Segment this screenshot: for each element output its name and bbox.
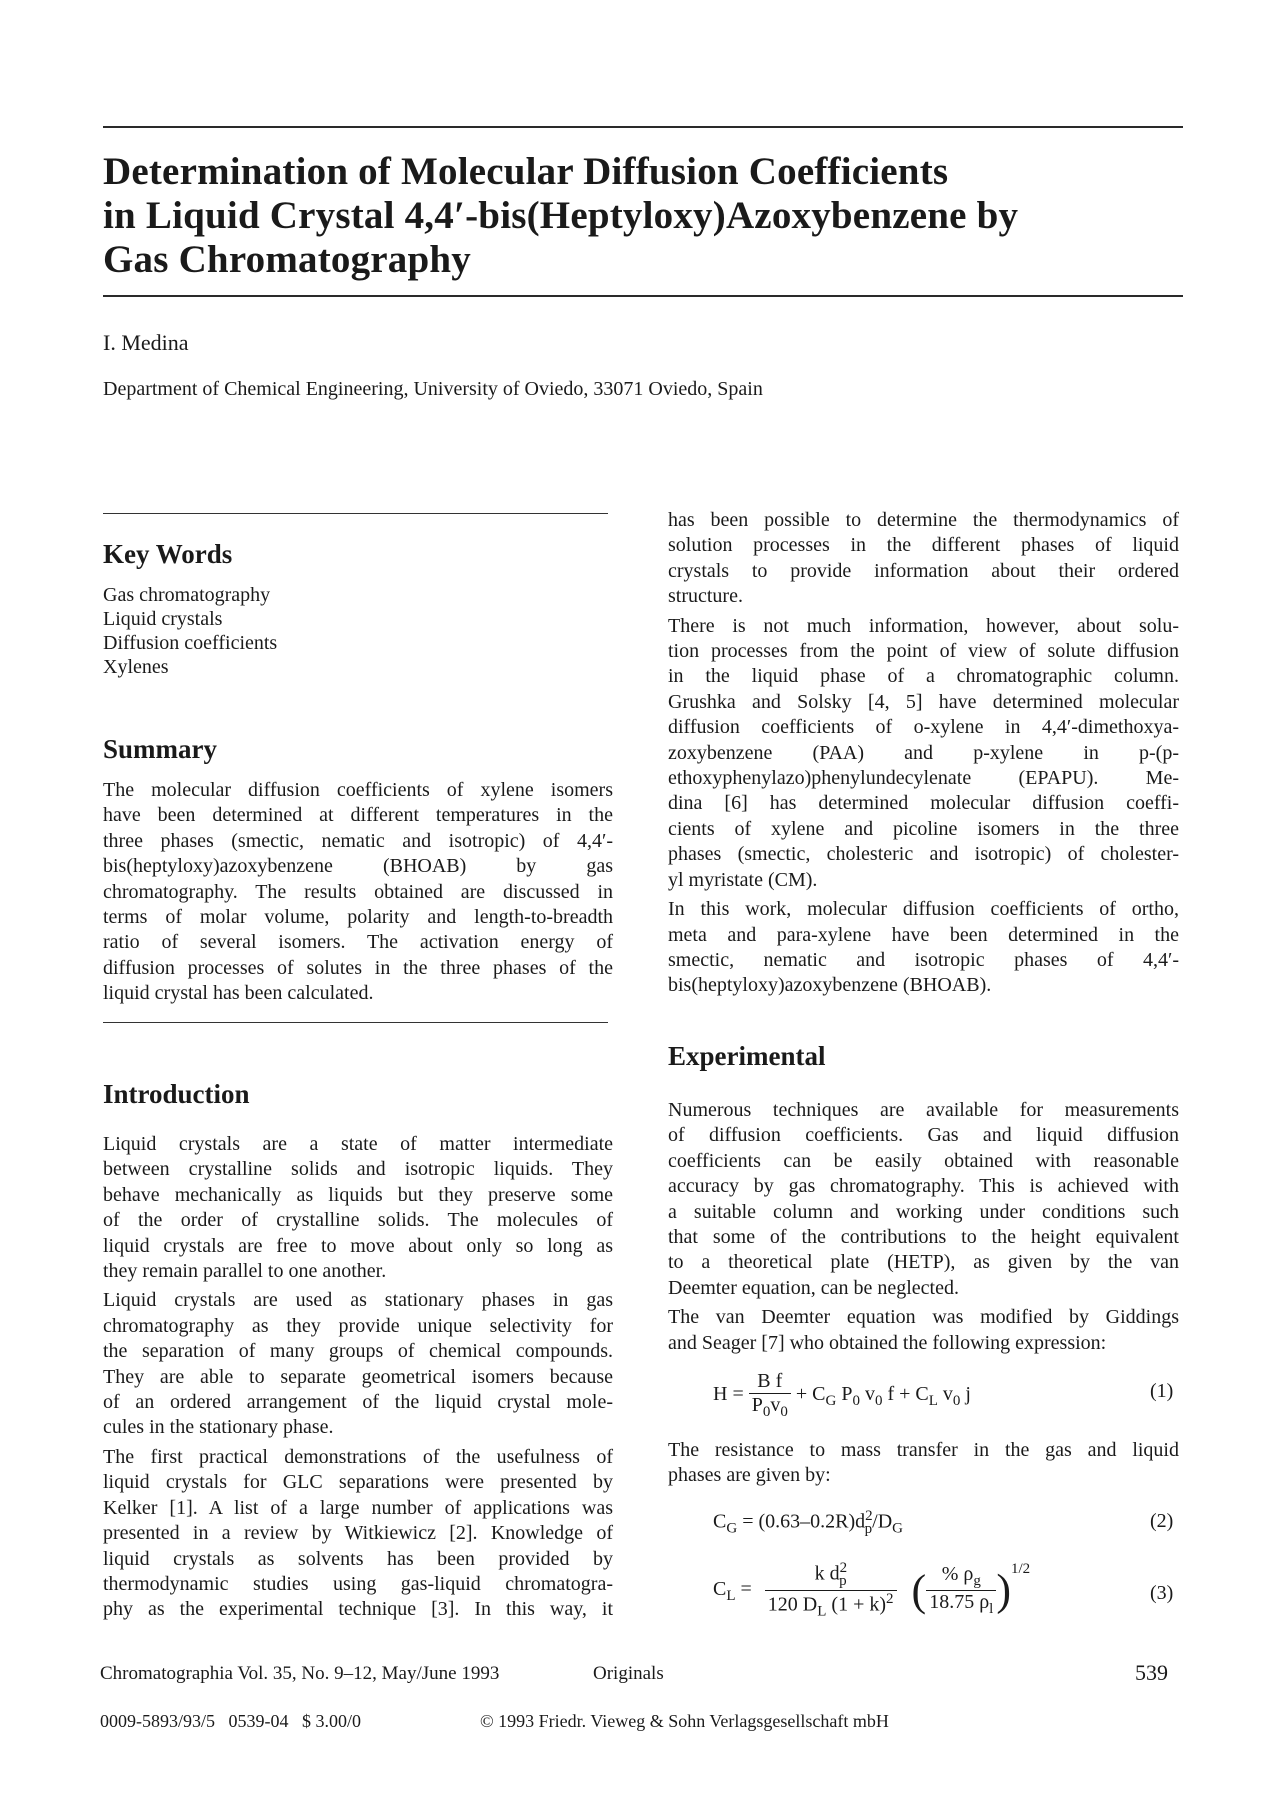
text-line: behave mechanically as liquids but they preserve some: [103, 1183, 613, 1206]
text-line: a suitable column and working under conditions such: [668, 1200, 1179, 1223]
keyword-item: Liquid crystals: [103, 608, 223, 630]
text-line: ethoxyphenylazo)phenylundecylenate (EPAPU). Me-: [668, 767, 1179, 790]
text-line: diffusion coefficients of o-xylene in 4,4′-dimethoxya-: [668, 716, 1179, 739]
equation-3-number: (3): [1150, 1582, 1174, 1604]
text-line: The resistance to mass transfer in the gas and liquid: [668, 1439, 1179, 1461]
text-line: three phases (smectic, nematic and isotropic) of 4,4′-: [103, 829, 613, 852]
text-line: liquid crystals as solvents has been provided by: [103, 1547, 613, 1570]
text-line: dina [6] has determined molecular diffusion coeffi-: [668, 792, 1179, 815]
text-line: in the liquid phase of a chromatographic column.: [668, 665, 1179, 688]
text-line: they remain parallel to one another.: [103, 1260, 387, 1283]
text-line: between crystalline solids and isotropic liquids. They: [103, 1158, 613, 1181]
text-line: They are able to separate geometrical isomers because: [103, 1365, 613, 1388]
text-line: The molecular diffusion coefficients of xylene isomers: [103, 779, 613, 801]
summary-heading: Summary: [103, 734, 217, 764]
text-line: ratio of several isomers. The activation energy of: [103, 931, 613, 954]
text-line: chromatography. The results obtained are discussed in: [103, 880, 613, 903]
text-line: bis(heptyloxy)azoxybenzene (BHOAB) by gas: [103, 855, 613, 878]
text-line: meta and para-xylene have been determined in the: [668, 923, 1179, 946]
text-line: bis(heptyloxy)azoxybenzene (BHOAB).: [668, 974, 992, 997]
keyword-item: Gas chromatography: [103, 584, 271, 606]
text-line: accuracy by gas chromatography. This is achieved with: [668, 1175, 1179, 1198]
text-line: chromatography as they provide unique selectivity for: [103, 1314, 613, 1337]
intro-continued-text: [668, 508, 1179, 999]
text-line: thermodynamic studies using gas-liquid chromatogra-: [103, 1572, 613, 1595]
title-line: Gas Chromatography: [103, 238, 471, 281]
title-line: Determination of Molecular Diffusion Coefficients: [103, 150, 949, 193]
text-line: There is not much information, however, about solu-: [668, 614, 1179, 637]
text-line: diffusion processes of solutes in the three phases of the: [103, 956, 613, 979]
footer-section: Originals: [593, 1663, 664, 1684]
text-line: crystals to provide information about their ordered: [668, 559, 1179, 582]
article-title: [103, 150, 1183, 282]
footer-code: 0009-5893/93/5 0539-04 $ 3.00/0: [100, 1711, 361, 1731]
text-line: phases (smectic, cholesteric and isotropic) of cholester-: [668, 843, 1179, 866]
text-line: In this work, molecular diffusion coefficients of ortho,: [668, 898, 1179, 921]
text-line: of the order of crystalline solids. The molecules of: [103, 1209, 613, 1232]
footer-journal: Chromatographia Vol. 35, No. 9–12, May/June 1993: [100, 1663, 500, 1684]
experimental-text-2: [668, 1438, 1179, 1489]
text-line: zoxybenzene (PAA) and p-xylene in p-(p-: [668, 741, 1179, 764]
summary-text: [103, 778, 613, 1007]
affiliation: Department of Chemical Engineering, University of Oviedo, 33071 Oviedo, Spain: [103, 378, 763, 400]
text-line: liquid crystals are free to move about only so long as: [103, 1234, 613, 1257]
author: I. Medina: [103, 330, 189, 355]
text-line: presented in a review by Witkiewicz [2]. Knowledge of: [103, 1522, 613, 1545]
text-line: have been determined at different temperatures in the: [103, 804, 613, 827]
text-line: Grushka and Solsky [4, 5] have determined molecular: [668, 690, 1179, 713]
text-line: the separation of many groups of chemical compounds.: [103, 1340, 613, 1363]
text-line: Liquid crystals are a state of matter intermediate: [103, 1133, 613, 1155]
text-line: phases are given by:: [668, 1464, 831, 1487]
text-line: cients of xylene and picoline isomers in the three: [668, 817, 1179, 840]
equation-3: $C_L$ = $\frac{k d^2_p}{120 D_L (1 + k)^2}$ ( $\frac{\% \rho_g}{18.75 \rho_l}$ )$^{1/2}$: [713, 1560, 1031, 1620]
text-line: structure.: [668, 585, 743, 608]
text-line: cules in the stationary phase.: [103, 1416, 334, 1439]
text-line: The first practical demonstrations of the usefulness of: [103, 1445, 613, 1468]
title-line: in Liquid Crystal 4,4′-bis(Heptyloxy)Azoxybenzene by: [103, 194, 1019, 237]
keywords-list: [103, 583, 613, 679]
experimental-text: [668, 1098, 1179, 1356]
text-line: of diffusion coefficients. Gas and liquid diffusion: [668, 1124, 1179, 1147]
keyword-item: Xylenes: [103, 656, 169, 678]
text-line: yl myristate (CM).: [668, 868, 818, 891]
eq3-paren-fraction: $\frac{\% \rho_g}{18.75 \rho_l}$: [926, 1563, 996, 1618]
page-number: 539: [1135, 1660, 1168, 1685]
introduction-text: [103, 1132, 613, 1623]
text-line: of an ordered arrangement of the liquid crystal mole-: [103, 1391, 613, 1414]
text-line: liquid crystals for GLC separations were presented by: [103, 1471, 613, 1494]
text-line: Liquid crystals are used as stationary phases in gas: [103, 1289, 613, 1312]
text-line: coefficients can be easily obtained with reasonable: [668, 1149, 1179, 1172]
text-line: terms of molar volume, polarity and length-to-breadth: [103, 906, 613, 929]
text-line: Kelker [1]. A list of a large number of applications was: [103, 1496, 613, 1519]
text-line: phy as the experimental technique [3]. In this way, it: [103, 1598, 613, 1621]
keywords-heading: Key Words: [103, 539, 233, 569]
text-line: smectic, nematic and isotropic phases of 4,4′-: [668, 948, 1179, 971]
keywords-top-rule: [103, 513, 608, 514]
introduction-heading: Introduction: [103, 1079, 250, 1109]
text-line: solution processes in the different phases of liquid: [668, 534, 1179, 557]
title-top-rule: [103, 126, 1183, 128]
eq3-fraction: $\frac{k d^2_p}{120 D_L (1 + k)^2}$: [765, 1560, 897, 1620]
text-line: to a theoretical plate (HETP), as given by the van: [668, 1251, 1179, 1274]
title-bottom-rule: [103, 295, 1183, 297]
summary-bottom-rule: [103, 1022, 608, 1023]
footer-copyright: © 1993 Friedr. Vieweg & Sohn Verlagsgesellschaft mbH: [480, 1711, 889, 1731]
text-line: tion processes from the point of view of solute diffusion: [668, 640, 1179, 663]
experimental-heading: Experimental: [668, 1041, 826, 1071]
equation-2-number: (2): [1150, 1510, 1174, 1532]
keyword-item: Diffusion coefficients: [103, 632, 278, 654]
text-line: that some of the contributions to the height equivalent: [668, 1226, 1179, 1249]
text-line: Numerous techniques are available for measurements: [668, 1099, 1179, 1121]
text-line: has been possible to determine the thermodynamics of: [668, 509, 1179, 531]
text-line: and Seager [7] who obtained the following expression:: [668, 1331, 1107, 1354]
equation-2: $C_G = (0.63-0.2R)d^2_p/D_G$: [713, 1508, 903, 1537]
text-line: liquid crystal has been calculated.: [103, 982, 374, 1005]
text-line: Deemter equation, can be neglected.: [668, 1276, 959, 1299]
text-line: The van Deemter equation was modified by Giddings: [668, 1306, 1179, 1329]
equation-1: H = $\frac{\text{B f}}{P_0v_0}$ + $C_G$ $P_0$ $v_0$ $f + C_L$ $v_0$ j: [713, 1370, 971, 1420]
equation-1-number: (1): [1150, 1380, 1174, 1402]
eq1-fraction: $\frac{\text{B f}}{P_0v_0}$: [749, 1370, 791, 1421]
